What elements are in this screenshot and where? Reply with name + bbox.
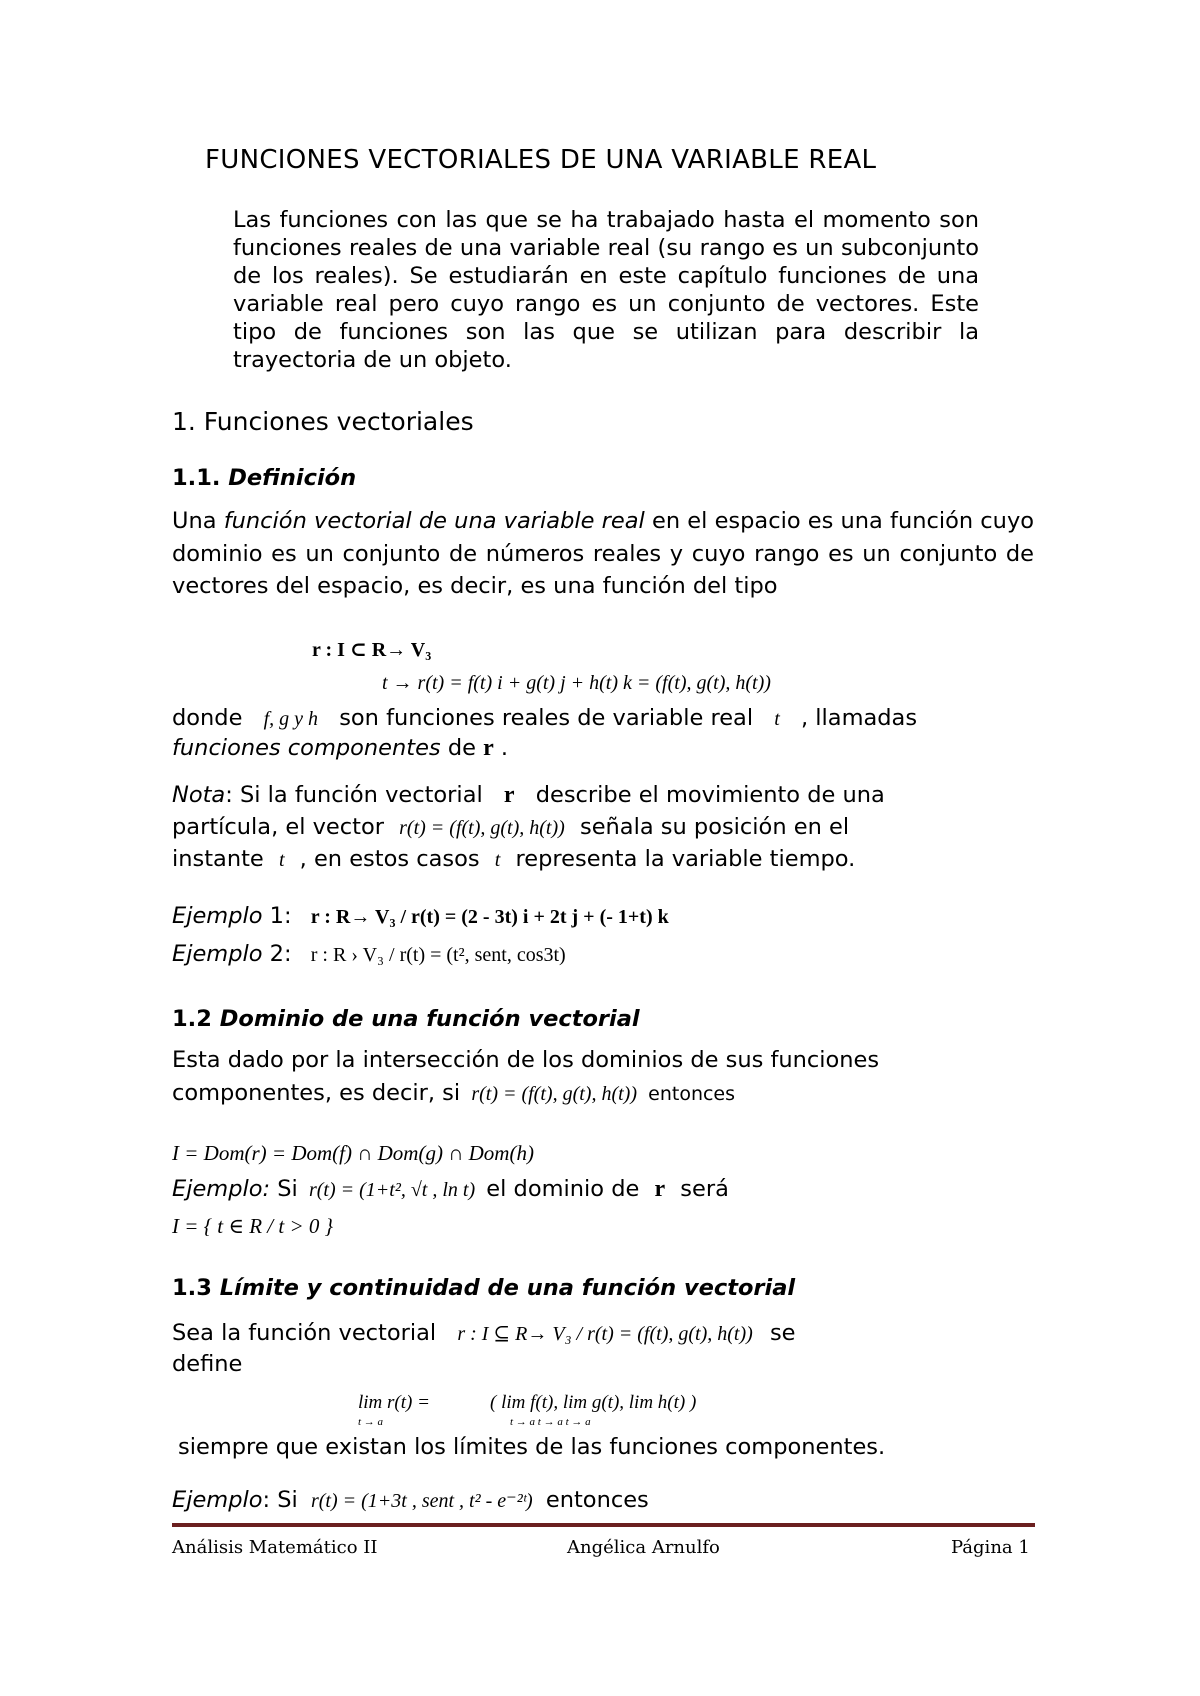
mapping-formula-line-2: t → r(t) = f(t) i + g(t) j + h(t) k = (f(t), g(t), h(t)) (382, 672, 771, 694)
domain-example (172, 1176, 729, 1203)
section-title: Definición (228, 465, 357, 491)
limit-line-2: define (172, 1351, 243, 1377)
nota-line-1 (172, 782, 885, 809)
math-inline: r (654, 1176, 666, 1202)
text-run: será (680, 1176, 729, 1202)
limit-line-1 (172, 1320, 796, 1346)
text-run: Si (277, 1176, 298, 1202)
footer-divider (172, 1523, 1035, 1527)
limit-formula-rhs: ( lim f(t), lim g(t), lim h(t) ) (490, 1392, 697, 1413)
section-number: 1.1. (172, 465, 221, 491)
text-run: Una (172, 508, 217, 534)
limit-formula-subscripts: t → a t → a t → a (510, 1416, 591, 1428)
text-run: representa la variable tiempo. (515, 846, 856, 872)
footer-left: Análisis Matemático II (172, 1537, 378, 1558)
text-run: instante (172, 846, 264, 872)
example-number: 1: (262, 903, 292, 929)
footer-center: Angélica Arnulfo (567, 1537, 720, 1558)
limit-note: siempre que existan los límites de las funciones componentes. (178, 1434, 886, 1460)
nota-label: Nota (172, 782, 226, 808)
text-run: donde (172, 705, 243, 731)
text-run: . (500, 735, 509, 761)
limit-formula-subscript: t → a (358, 1416, 384, 1428)
math-inline: r (483, 735, 494, 761)
text-run: el dominio de (486, 1176, 640, 1202)
text-run: entonces (545, 1487, 649, 1513)
text-run: , llamadas (800, 705, 918, 731)
text-run: de (447, 735, 476, 761)
math-inline: r (503, 782, 515, 808)
domain-set: I = { t ∈ R / t > 0 } (172, 1214, 334, 1238)
math-inline: r(t) = (1+3t , sent , t² - e⁻²ᵗ) (310, 1490, 533, 1512)
limit-formula-lhs: lim r(t) = (358, 1392, 430, 1413)
text-run: en el espacio es una función cuyo dominio es un conjunto de números reales y cuyo rango es un conjunto de vectores del espacio, es decir, es una función del tipo (172, 508, 1035, 599)
text-run: señala su posición en el (579, 814, 850, 840)
math-inline: f, g y h (263, 708, 319, 730)
page-title: FUNCIONES VECTORIALES DE UNA VARIABLE REAL (205, 145, 877, 175)
section-1-2-heading (172, 1006, 640, 1032)
text-run: partícula, el vector (172, 814, 384, 840)
section-1-3-heading (172, 1275, 795, 1301)
math-inline: t (278, 849, 285, 871)
math-inline: r(t) = (f(t), g(t), h(t)) (399, 817, 565, 839)
nota-line-3 (172, 846, 855, 872)
footer-page-number: Página 1 (951, 1537, 1030, 1558)
section-title: Límite y continuidad de una función vectorial (219, 1275, 796, 1301)
example-label: Ejemplo (172, 903, 263, 929)
domain-formula: I = Dom(r) = Dom(f) ∩ Dom(g) ∩ Dom(h) (172, 1141, 534, 1165)
math-inline: t (774, 708, 780, 730)
domain-line-2 (172, 1080, 735, 1106)
text-run: son funciones reales de variable real (339, 705, 754, 731)
math-inline: r : I ⊆ R→ V₃ / r(t) = (f(t), g(t), h(t)) (457, 1323, 753, 1345)
text-run: describe el movimiento de una (535, 782, 885, 808)
math-inline: r(t) = (f(t), g(t), h(t)) (471, 1083, 637, 1105)
donde-line-2 (172, 735, 508, 762)
example-number: 2: (262, 941, 292, 967)
definition-paragraph (172, 505, 1034, 603)
domain-line-1: Esta dado por la intersección de los dominios de sus funciones (172, 1047, 880, 1073)
example-2 (172, 941, 566, 967)
math-inline: t (494, 849, 501, 871)
emphasis-text: funciones componentes (172, 735, 441, 761)
example-1-formula: r : R→ V₃ / r(t) = (2 - 3t) i + 2t j + (- 1+t) k (310, 906, 669, 928)
example-label: Ejemplo (172, 1487, 263, 1513)
example-label: Ejemplo (172, 941, 263, 967)
intro-paragraph: Las funciones con las que se ha trabajado hasta el momento son funciones reales de una variable real (su rango es un subconjunto de los reales). Se estudiarán en este capítulo funciones de una variable real pero cuyo rango es un conjunto de vectores. Este tipo de funciones son las que se utilizan para describir la trayectoria de un objeto. (233, 207, 979, 373)
text-run: entonces (648, 1083, 736, 1105)
math-inline: r(t) = (1+t², √t , ln t) (308, 1179, 476, 1201)
mapping-formula-line-1: r : I ⊂ R→ V₃ (312, 639, 432, 661)
example-2-formula: r : R › V₃ / r(t) = (t², sent, cos3t) (310, 944, 566, 966)
section-title: Dominio de una función vectorial (219, 1006, 640, 1032)
text-run: : Si la función vectorial (225, 782, 483, 808)
section-1-heading: 1. Funciones vectoriales (172, 407, 474, 436)
text-run: Sea la función vectorial (172, 1320, 437, 1346)
donde-line-1 (172, 705, 1034, 731)
limit-example (172, 1487, 649, 1513)
example-1 (172, 903, 669, 929)
text-run: componentes, es decir, si (172, 1080, 461, 1106)
emphasis-text: función vectorial de una variable real (223, 508, 645, 534)
section-number: 1.3 (172, 1275, 212, 1301)
section-1-1-heading (172, 465, 356, 491)
example-label: Ejemplo: (172, 1176, 271, 1202)
section-number: 1.2 (172, 1006, 212, 1032)
nota-line-2 (172, 814, 849, 840)
text-run: : Si (262, 1487, 298, 1513)
text-run: se (769, 1320, 796, 1346)
text-run: , en estos casos (299, 846, 480, 872)
